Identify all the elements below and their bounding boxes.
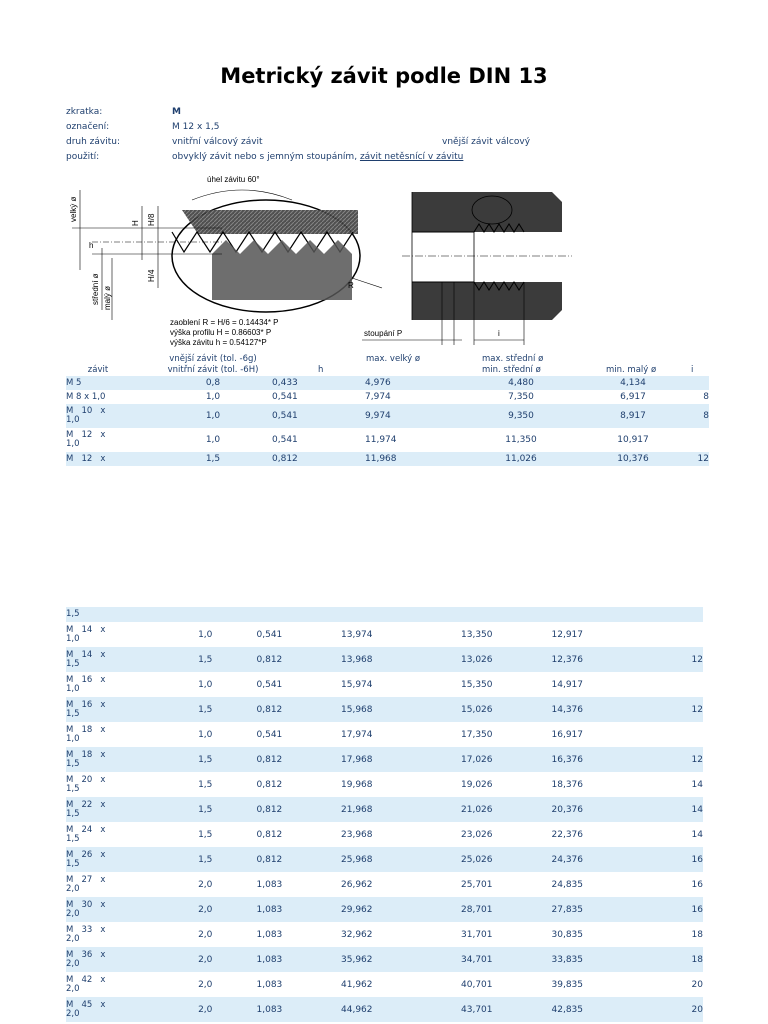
cell-pitch: 1,5 <box>160 847 251 872</box>
thread-pitch: 2,0 <box>66 983 80 994</box>
thread-name: M 16 x <box>66 699 106 710</box>
cell-max-major: 9,974 <box>365 404 465 428</box>
cell-min-minor: 30,835 <box>551 929 583 940</box>
cell-h: 1,083 <box>251 997 342 1022</box>
cell-h: 0,541 <box>272 435 298 445</box>
cell-thread: M 5 <box>66 376 160 390</box>
cell-thread <box>66 404 160 428</box>
cell-thread <box>66 697 160 722</box>
cell-thread <box>66 872 160 897</box>
usage-link[interactable]: závit netěsnící v závitu <box>359 152 464 162</box>
page-title: Metrický závit podle DIN 13 <box>220 64 548 88</box>
meta-label: použití: <box>66 152 100 162</box>
cell-h: 0,541 <box>272 392 298 402</box>
cell-i: 8 <box>689 404 709 428</box>
thread-pitch: 1,5 <box>66 808 80 819</box>
cell-pitch: 1,0 <box>205 392 221 402</box>
cell-i: 18 <box>613 947 704 972</box>
cell-min-minor: 18,376 <box>551 779 583 790</box>
label-major: velký ø <box>69 196 78 222</box>
thread-name: M 10 x <box>66 406 106 416</box>
cell-pitch-range: 23,026 <box>461 829 493 840</box>
cell-pitch-range: 11,026 <box>465 452 577 466</box>
thread-name: M 24 x <box>66 824 106 835</box>
col-header-int-tol: vnitřní závit (tol. -6H) <box>167 365 259 375</box>
cell-pitch: 1,0 <box>160 404 266 428</box>
cell-thread: M 8 x 1,0 <box>66 391 106 402</box>
cell-max-major: 29,962 <box>341 897 432 922</box>
cell-pitch-range: 25,701 <box>461 879 493 890</box>
cell-max-major: 21,968 <box>341 797 432 822</box>
cell-min-minor: 12,917 <box>551 629 583 640</box>
cell-i <box>613 722 704 747</box>
label-h: h <box>89 241 94 250</box>
cell-pitch: 1,0 <box>198 629 213 640</box>
thread-pitch: 1,0 <box>66 439 80 449</box>
cell-pitch-range: 9,350 <box>465 404 577 428</box>
cell-pitch: 2,0 <box>160 997 251 1022</box>
cell-pitch-range: 34,701 <box>432 947 523 972</box>
thread-pitch: 2,0 <box>66 908 80 919</box>
meta-label: zkratka: <box>66 107 103 117</box>
cell-i: 16 <box>613 897 704 922</box>
col-header-min-minor: min. malý ø <box>606 365 657 375</box>
cell-h: 0,812 <box>251 797 342 822</box>
thread-name: M 14 x <box>66 624 106 635</box>
cell-i: 16 <box>613 847 704 872</box>
cell-min-minor: 22,376 <box>551 829 583 840</box>
meta-value-usage <box>172 150 463 165</box>
cell-min-minor: 42,835 <box>522 997 613 1022</box>
section-drawing <box>362 192 572 345</box>
cell-i: 16 <box>691 879 703 890</box>
cell-max-major: 19,968 <box>341 779 373 790</box>
cell-pitch: 1,5 <box>160 452 266 466</box>
cell-i: 18 <box>691 929 703 940</box>
cell-pitch: 1,0 <box>205 435 221 445</box>
thread-name: M 30 x <box>66 899 106 910</box>
cell-pitch: 2,0 <box>198 929 213 940</box>
thread-pitch: 1,5 <box>66 858 80 869</box>
cell-max-major: 26,962 <box>341 879 373 890</box>
cell-min-minor: 8,917 <box>577 404 689 428</box>
cell-min-minor: 24,835 <box>551 879 583 890</box>
cell-pitch-range: 13,026 <box>432 647 523 672</box>
label-pitch-dia: střední ø <box>91 273 100 305</box>
thread-name: M 12 x <box>66 430 106 440</box>
cell-h: 0,541 <box>256 679 283 690</box>
cell-max-major: 4,976 <box>365 376 465 390</box>
thread-name: M 22 x <box>66 799 106 810</box>
cell-empty <box>251 607 342 622</box>
meta-value: M 12 x 1,5 <box>172 122 220 132</box>
cell-pitch: 1,5 <box>160 697 251 722</box>
cell-i: 20 <box>691 979 703 990</box>
table-row <box>66 607 703 622</box>
thread-pitch: 1,5 <box>66 783 80 794</box>
cell-i: 12 <box>613 697 704 722</box>
cell-min-minor: 33,835 <box>522 947 613 972</box>
cell-min-minor: 10,376 <box>577 452 689 466</box>
label-pitch: stoupání P <box>364 329 403 338</box>
table-row <box>66 897 703 922</box>
cell-thread <box>66 847 160 872</box>
thread-name: M 18 x <box>66 724 106 735</box>
cell-max-major: 44,962 <box>341 997 432 1022</box>
cell-pitch-range: 4,480 <box>465 376 577 390</box>
cell-h: 1,083 <box>251 897 342 922</box>
cell-i: 14 <box>691 779 703 790</box>
cell-h: 0,812 <box>251 747 342 772</box>
table-row <box>66 390 709 404</box>
cell-i <box>689 428 709 452</box>
table-row <box>66 872 703 897</box>
cell-thread <box>66 797 160 822</box>
cell-pitch: 1,5 <box>160 797 251 822</box>
cell-h: 0,812 <box>266 452 365 466</box>
thread-name: M 42 x <box>66 974 106 985</box>
col-header-i: i <box>691 365 694 375</box>
table-row <box>66 647 703 672</box>
label-i: i <box>498 329 500 338</box>
cell-min-minor: 24,376 <box>522 847 613 872</box>
cell-max-major: 41,962 <box>341 979 373 990</box>
formula-radius: zaoblení R = H/6 = 0.14434* P <box>170 318 279 327</box>
cell-i <box>613 622 704 647</box>
thread-name: M 33 x <box>66 924 106 935</box>
cell-thread <box>66 647 160 672</box>
cell-h: 1,083 <box>256 929 283 940</box>
cell-min-minor: 14,376 <box>522 697 613 722</box>
table-row <box>66 747 703 772</box>
cell-pitch: 1,5 <box>198 779 213 790</box>
cell-thread <box>66 428 160 452</box>
thread-pitch: 2,0 <box>66 958 80 969</box>
cell-pitch: 2,0 <box>198 879 213 890</box>
label-H4: H/4 <box>147 269 156 282</box>
table-row <box>66 997 703 1022</box>
cell-max-major: 25,968 <box>341 847 432 872</box>
thread-pitch: 2,0 <box>66 883 80 894</box>
cell-min-minor: 16,917 <box>551 729 583 740</box>
cell-max-major: 15,974 <box>341 679 373 690</box>
thread-name: M 36 x <box>66 949 106 960</box>
thread-name: M 14 x <box>66 649 106 660</box>
table-row <box>66 822 703 847</box>
col-header-max-pitch: max. střední ø <box>482 354 544 364</box>
cell-empty <box>341 607 432 622</box>
cell-pitch: 2,0 <box>160 947 251 972</box>
table-row <box>66 404 709 428</box>
usage-text: obvyklý závit nebo s jemným stoupáním, <box>172 152 358 162</box>
cell-max-major: 7,974 <box>365 392 391 402</box>
cell-i: 20 <box>613 997 704 1022</box>
cell-thread <box>66 772 160 797</box>
cell-thread <box>66 672 160 697</box>
table-row <box>66 622 703 647</box>
thread-pitch: 1,5 <box>66 708 80 719</box>
cell-h: 0,812 <box>251 847 342 872</box>
cell-min-minor: 4,134 <box>577 376 689 390</box>
cell-i: 8 <box>703 392 709 402</box>
cell-pitch-range: 13,350 <box>461 629 493 640</box>
thread-pitch: 2,0 <box>66 933 80 944</box>
cell-pitch-range: 19,026 <box>461 779 493 790</box>
cell-empty <box>160 607 251 622</box>
table-row <box>66 772 703 797</box>
cell-max-major: 15,968 <box>341 697 432 722</box>
cell-max-major: 11,968 <box>365 452 465 466</box>
cell-pitch-range: 43,701 <box>432 997 523 1022</box>
cell-thread <box>66 722 160 747</box>
label-R: R <box>348 281 354 290</box>
cell-thread <box>66 622 160 647</box>
thread-name: M 16 x <box>66 674 106 685</box>
cell-max-major: 32,962 <box>341 929 373 940</box>
cell-i <box>689 376 709 390</box>
cell-h: 0,433 <box>266 376 365 390</box>
table-row <box>66 972 703 997</box>
cell-pitch-range: 17,350 <box>461 729 493 740</box>
cell-h: 1,083 <box>251 947 342 972</box>
cell-i: 14 <box>691 829 703 840</box>
thread-pitch: 1,5 <box>66 833 80 844</box>
cell-h: 0,812 <box>256 829 283 840</box>
cell-min-minor: 12,376 <box>522 647 613 672</box>
cell-pitch-range: 28,701 <box>432 897 523 922</box>
cell-pitch: 1,0 <box>198 679 213 690</box>
cell-pitch: 2,0 <box>160 897 251 922</box>
table-row <box>66 697 703 722</box>
cell-h: 0,812 <box>251 697 342 722</box>
meta-value-external: vnější závit válcový <box>442 137 531 147</box>
thread-name: M 27 x <box>66 874 106 885</box>
cell-max-major: 11,974 <box>365 435 397 445</box>
thread-pitch: 1,0 <box>66 415 80 425</box>
col-header-ext-tol: vnější závit (tol. -6g) <box>169 354 257 364</box>
cell-thread <box>66 997 160 1022</box>
table-row <box>66 947 703 972</box>
thread-table-top <box>66 376 709 466</box>
cell-thread <box>66 822 160 847</box>
cell-max-major: 17,968 <box>341 747 432 772</box>
cell-thread-continued: 1,5 <box>66 607 160 622</box>
label-minor: malý ø <box>103 286 112 310</box>
thread-pitch: 1,0 <box>66 733 80 744</box>
cell-max-major: 17,974 <box>341 729 373 740</box>
cell-pitch-range: 21,026 <box>432 797 523 822</box>
formula-profile: výška profilu H = 0.86603* P <box>170 328 272 337</box>
cell-pitch: 1,5 <box>160 647 251 672</box>
cell-pitch-range: 15,026 <box>432 697 523 722</box>
table-row <box>66 376 709 390</box>
thread-name: M 26 x <box>66 849 106 860</box>
cell-i: 14 <box>613 797 704 822</box>
cell-pitch: 2,0 <box>198 979 213 990</box>
cell-h: 1,083 <box>256 879 283 890</box>
cell-pitch: 1,5 <box>198 829 213 840</box>
cell-min-minor: 39,835 <box>551 979 583 990</box>
cell-pitch: 1,0 <box>198 729 213 740</box>
col-header-min-pitch: min. střední ø <box>482 365 541 375</box>
table-header <box>66 353 703 375</box>
profile-drawing <box>72 190 382 320</box>
thread-pitch: 1,0 <box>66 633 80 644</box>
label-H8: H/8 <box>147 213 156 226</box>
cell-empty <box>432 607 523 622</box>
thread-name: M 18 x <box>66 749 106 760</box>
meta-label: označení: <box>66 122 110 132</box>
meta-value: M <box>172 107 181 117</box>
cell-min-minor: 20,376 <box>522 797 613 822</box>
cell-min-minor: 16,376 <box>522 747 613 772</box>
cell-max-major: 35,962 <box>341 947 432 972</box>
cell-thread <box>66 897 160 922</box>
cell-i: 12 <box>689 452 709 466</box>
thread-pitch: 1,5 <box>66 758 80 769</box>
label-H: H <box>131 220 140 226</box>
cell-pitch-range: 25,026 <box>432 847 523 872</box>
thread-pitch: 1,5 <box>66 658 80 669</box>
cell-pitch-range: 31,701 <box>461 929 493 940</box>
table-row <box>66 797 703 822</box>
cell-i: 12 <box>613 647 704 672</box>
table-row <box>66 847 703 872</box>
table-row <box>66 922 703 947</box>
cell-min-minor: 10,917 <box>617 435 649 445</box>
cell-empty <box>522 607 613 622</box>
cell-h: 0,812 <box>251 647 342 672</box>
cell-thread <box>66 922 160 947</box>
cell-min-minor: 14,917 <box>551 679 583 690</box>
table-row <box>66 672 703 697</box>
cell-thread <box>66 747 160 772</box>
thread-pitch: 1,0 <box>66 683 80 694</box>
cell-h: 0,541 <box>256 729 283 740</box>
cell-thread <box>66 947 160 972</box>
thread-pitch: 2,0 <box>66 1008 80 1019</box>
label-angle: úhel závitu 60° <box>207 175 260 184</box>
cell-pitch: 1,5 <box>160 747 251 772</box>
table-row <box>66 452 709 466</box>
cell-pitch-range: 11,350 <box>505 435 537 445</box>
cell-h: 0,541 <box>256 629 283 640</box>
cell-i: 12 <box>613 747 704 772</box>
cell-min-minor: 6,917 <box>620 392 646 402</box>
thread-name: M 20 x <box>66 774 106 785</box>
cell-pitch-range: 15,350 <box>461 679 493 690</box>
thread-table-bottom <box>66 607 703 1022</box>
cell-thread: M 12 x <box>66 452 160 466</box>
col-header-h: h <box>318 365 324 375</box>
formula-height: výška závitu h = 0.54127*P <box>170 338 267 347</box>
cell-i <box>613 672 704 697</box>
table-row <box>66 428 709 452</box>
col-header-max-major: max. velký ø <box>366 354 421 364</box>
cell-thread <box>66 972 160 997</box>
cell-max-major: 23,968 <box>341 829 373 840</box>
cell-pitch: 0,8 <box>160 376 266 390</box>
cell-empty <box>613 607 704 622</box>
cell-h: 1,083 <box>256 979 283 990</box>
cell-h: 0,812 <box>256 779 283 790</box>
cell-max-major: 13,968 <box>341 647 432 672</box>
thread-name: M 45 x <box>66 999 106 1010</box>
cell-pitch-range: 40,701 <box>461 979 493 990</box>
cell-h: 0,541 <box>266 404 365 428</box>
table-row <box>66 722 703 747</box>
meta-value: vnitřní válcový závit <box>172 137 263 147</box>
cell-pitch-range: 17,026 <box>432 747 523 772</box>
thread-profile-figure <box>62 170 582 350</box>
meta-label: druh závitu: <box>66 137 121 147</box>
cell-max-major: 13,974 <box>341 629 373 640</box>
cell-min-minor: 27,835 <box>522 897 613 922</box>
cell-pitch-range: 7,350 <box>508 392 534 402</box>
col-header-thread: závit <box>87 365 109 375</box>
